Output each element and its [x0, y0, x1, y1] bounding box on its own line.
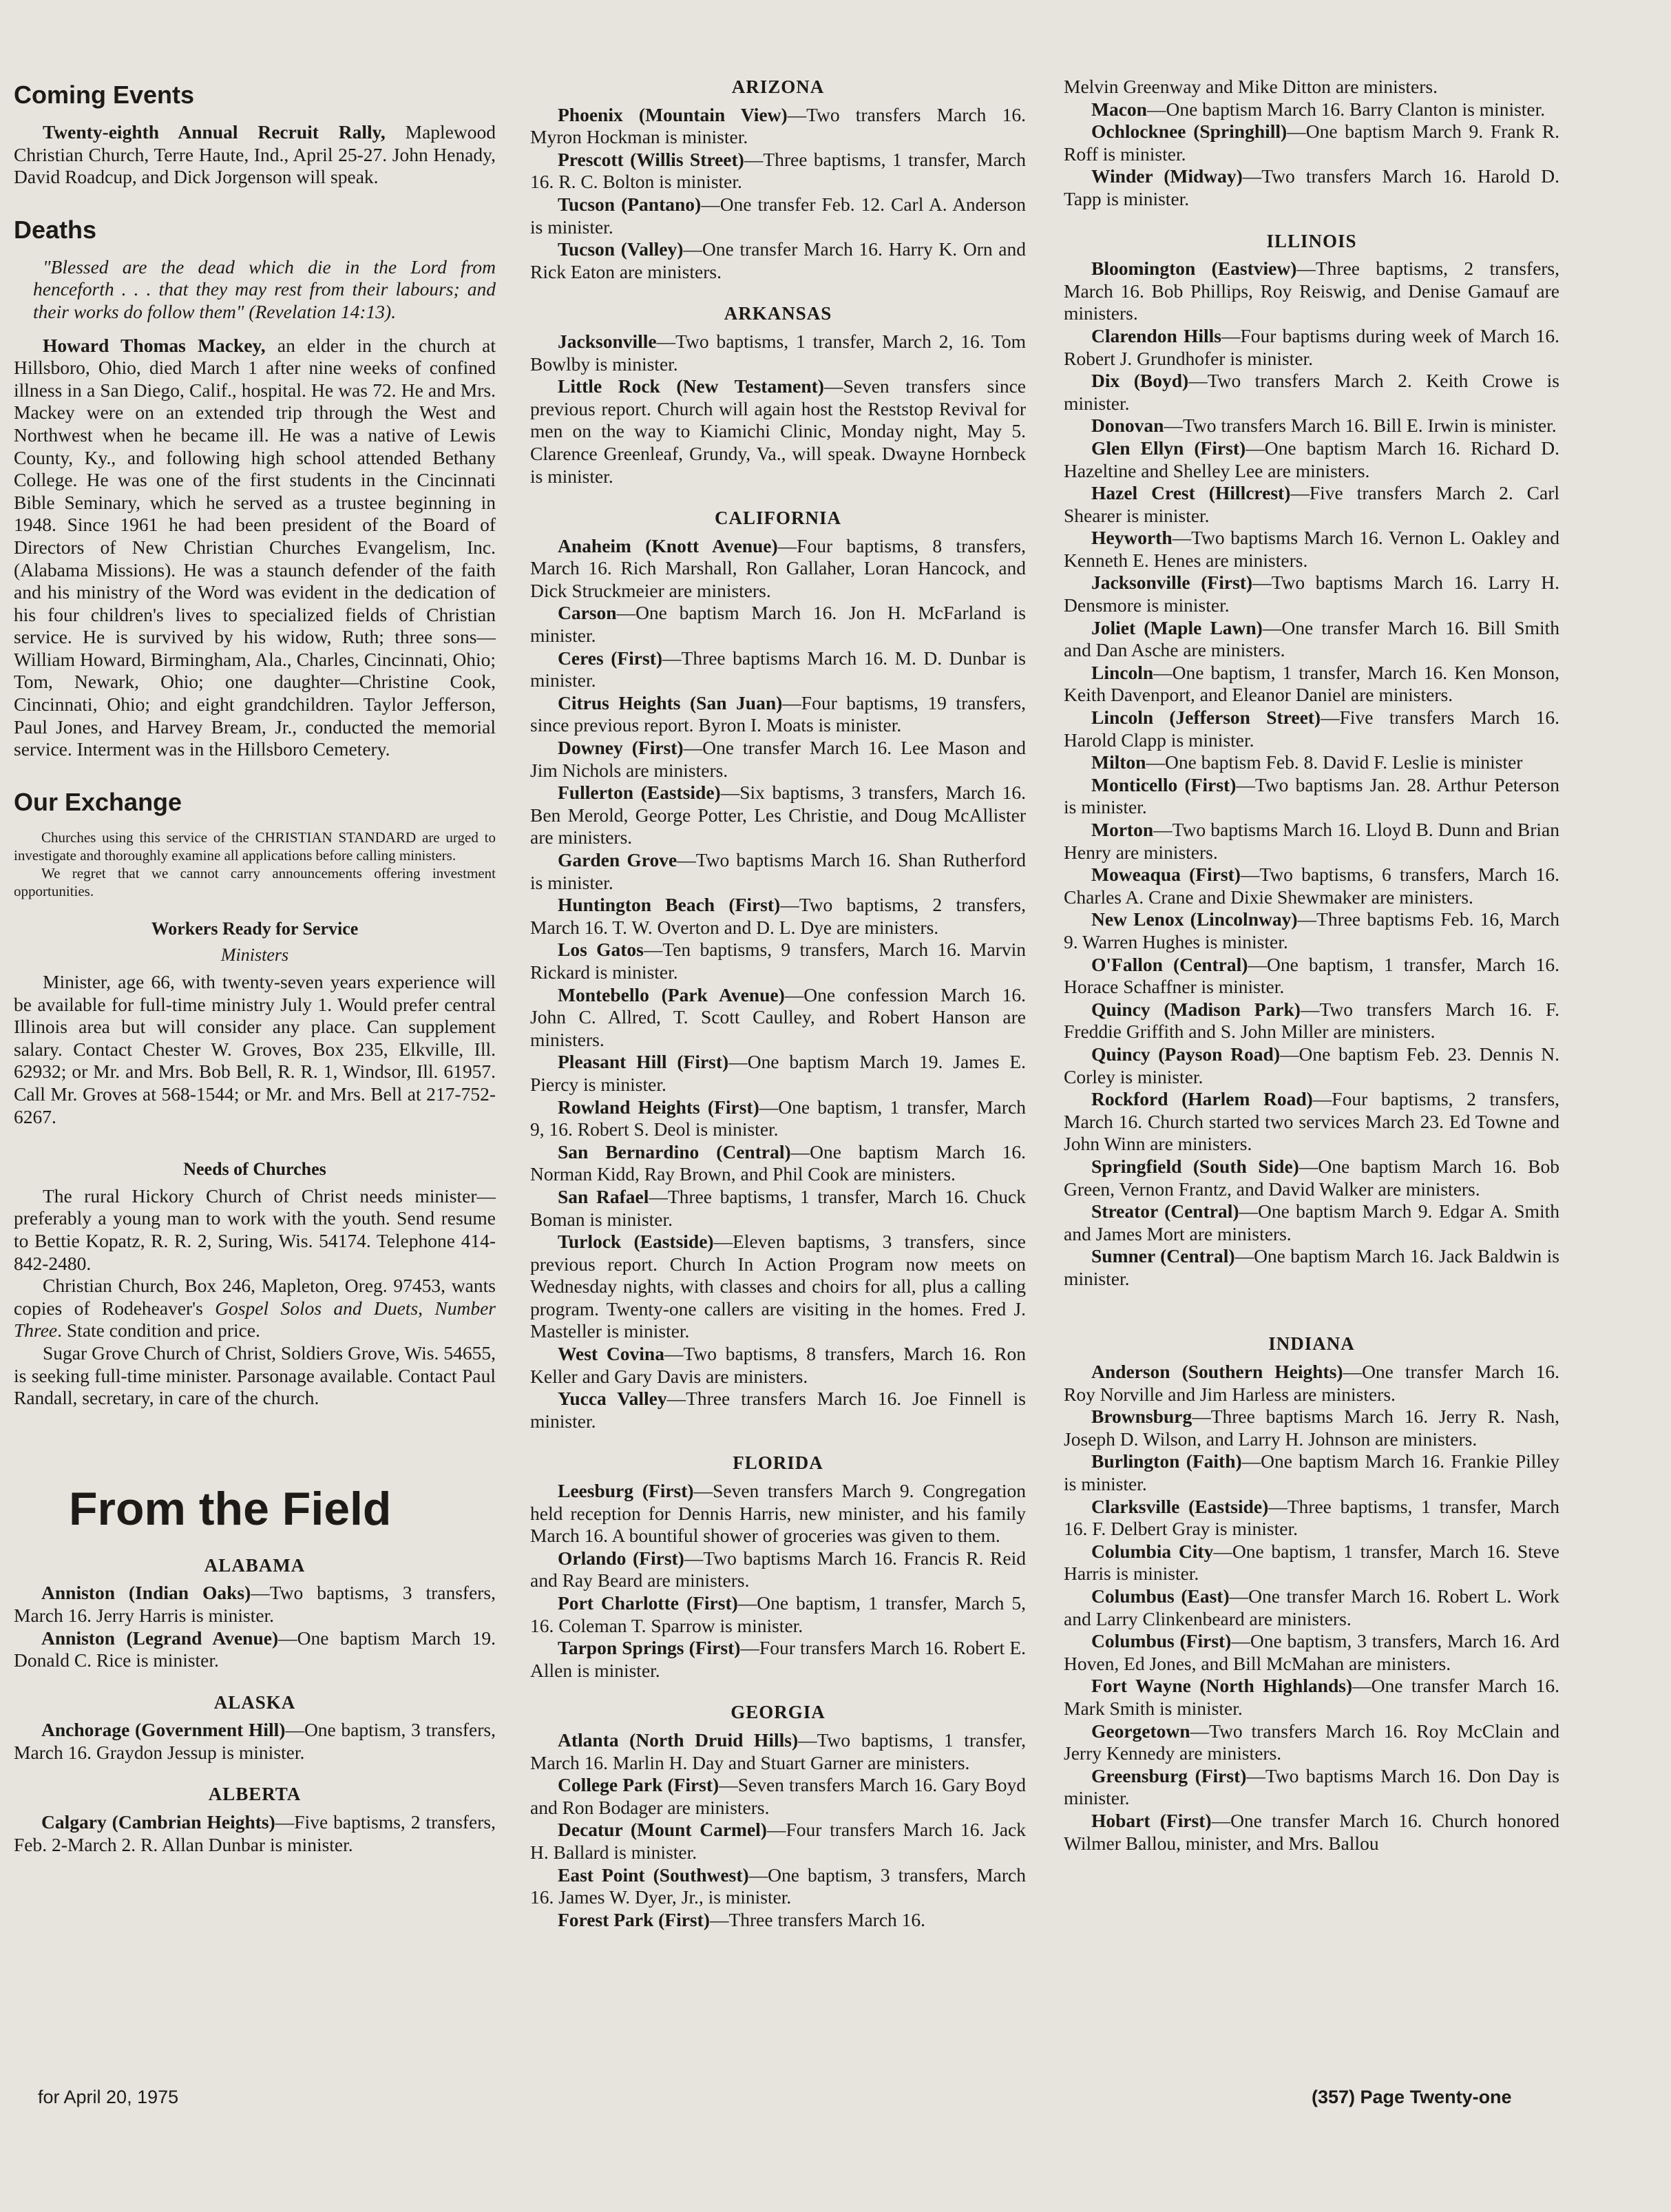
church-name: Fullerton (Eastside): [558, 782, 721, 804]
church-name: Burlington (Faith): [1091, 1450, 1242, 1472]
church-name: Quincy (Madison Park): [1091, 998, 1301, 1020]
report-text: —Five transfers March 16. Harold Clapp is minister.: [1064, 707, 1559, 751]
field-col1: [14, 1554, 496, 1857]
church-name: Ochlocknee (Springhill): [1091, 121, 1288, 143]
field-col2: [530, 76, 1026, 1931]
report-entry: [530, 782, 1026, 849]
church-name: Morton: [1091, 819, 1154, 840]
church-name: Brownsburg: [1091, 1406, 1192, 1428]
report-text: —Four baptisms, 2 transfers, March 16. Church started two services March 23. Ed Towne and John Winn are ministers.: [1064, 1088, 1559, 1155]
report-entry: [1064, 572, 1559, 616]
state-heading: FLORIDA: [733, 1452, 823, 1474]
report-entry: [530, 692, 1026, 737]
report-text: —One baptism March 16. Frankie Pilley is minister.: [1064, 1450, 1559, 1495]
report-text: —Six baptisms, 3 transfers, March 16. Ben Merold, George Potter, Les Christie, and Doug McAllister are ministers.: [530, 782, 1026, 848]
church-name: Macon: [1091, 98, 1147, 120]
report-entry: [530, 1051, 1026, 1096]
report-entry: [530, 939, 1026, 983]
report-entry: [530, 238, 1026, 283]
church-name: Carson: [558, 602, 617, 624]
report-entry: [1064, 1630, 1559, 1675]
report-entry: [1064, 908, 1559, 953]
report-text: —One baptism March 9. Edgar A. Smith and James Mort are ministers.: [1064, 1200, 1559, 1244]
report-entry: [1064, 325, 1559, 370]
church-name: Anaheim (Knott Avenue): [558, 534, 778, 556]
report-entry: [1064, 1361, 1559, 1406]
report-text: —One transfer March 16. Roy Norville and Jim Harless are ministers.: [1064, 1361, 1559, 1405]
church-name: Tarpon Springs (First): [558, 1637, 741, 1659]
report-text: —Three baptisms March 16. M. D. Dunbar is minister.: [530, 647, 1026, 691]
church-name: Springfield (South Side): [1091, 1155, 1299, 1177]
report-text: —One baptism Feb. 8. David F. Leslie is minister: [1146, 751, 1523, 773]
church-name: Turlock (Eastside): [558, 1231, 714, 1253]
footer-date: for April 20, 1975: [38, 2087, 179, 2107]
report-text: —Five transfers March 2. Carl Shearer is minister.: [1064, 482, 1560, 526]
report-text: —Seven transfers March 16. Gary Boyd and Ron Bodager are ministers.: [530, 1774, 1026, 1818]
church-name: Anchorage (Government Hill): [41, 1719, 286, 1741]
exchange-note-1: Churches using this service of the CHRISTIAN STANDARD are urged to investigate and thoroughly examine all applications before calling ministers.: [14, 828, 496, 864]
report-entry: [1064, 1245, 1559, 1290]
report-entry: [1064, 527, 1559, 572]
report-text: —One transfer March 16. Church honored Wilmer Ballou, minister, and Mrs. Ballou: [1064, 1809, 1559, 1854]
report-text: —One baptism March 9. Frank R. Roff is minister.: [1064, 121, 1559, 165]
report-text: —Two transfers March 16. Bill E. Irwin is minister.: [1164, 415, 1557, 437]
report-entry: [530, 984, 1026, 1052]
report-text: —One baptism March 16. Richard D. Hazeltine and Shelley Lee are ministers.: [1064, 437, 1559, 481]
report-text: —One baptism, 3 transfers, March 16. Ard Hoven, Ed Jones, and Bill McMahan are ministers.: [1064, 1630, 1559, 1674]
report-text: —Four baptisms during week of March 16. Robert J. Grundhofer is minister.: [1064, 324, 1559, 369]
report-entry: [530, 1343, 1026, 1388]
state-heading: ARIZONA: [731, 76, 825, 97]
report-entry: [530, 1864, 1026, 1909]
report-entry: [1064, 999, 1559, 1043]
report-text: —Seven transfers March 9. Congregation held reception for Dennis Harris, new minister, and his family March 16. A bountiful shower of groceries was given to them.: [530, 1480, 1026, 1547]
need-2-b: . State condition and price.: [57, 1319, 260, 1342]
church-name: Lincoln: [1091, 661, 1154, 683]
deaths-verse: "Blessed are the dead which die in the Lord from henceforth . . . that they may rest from their labours; and their works do follow them" (Revelation 14:13).: [33, 255, 496, 322]
report-text: —Two transfers March 16. Roy McClain and Jerry Kennedy are ministers.: [1064, 1720, 1559, 1764]
church-name: Rowland Heights (First): [558, 1096, 759, 1118]
church-name: East Point (Southwest): [558, 1864, 749, 1886]
report-entry: [1064, 1043, 1559, 1088]
coming-events-heading: Coming Events: [14, 81, 195, 109]
workers-text: Minister, age 66, with twenty-seven years experience will be available for full-time ministry July 1. Would prefer central Illinois area but will consider any place. Can supplement salary. Contact Chester W. Groves, Box 235, Elkville, Ill. 62932; or Mr. and Mrs. Bob Bell, R. R. 1, Windsor, Ill. 61957. Call Mr. Groves at 568-1544; or Mr. and Mrs. Bell at 217-752-6267.: [14, 971, 496, 1127]
report-text: —Five baptisms, 2 transfers, Feb. 2-March 2. R. Allan Dunbar is minister.: [14, 1811, 496, 1855]
report-text: —Seven transfers since previous report. Church will again host the Reststop Revival for men on the way to Kiamichi Clinic, Monday night, May 5. Clarence Greenleaf, Grundy, Va., will speak. Dwayne Hornbeck is minister.: [530, 375, 1027, 487]
church-name: Monticello (First): [1091, 773, 1237, 795]
church-name: O'Fallon (Central): [1091, 953, 1248, 975]
church-name: Tucson (Valley): [558, 238, 684, 260]
church-name: Port Charlotte (First): [558, 1592, 738, 1614]
report-entry: [530, 194, 1026, 238]
obituary-name: Howard Thomas Mackey,: [43, 334, 266, 356]
report-text: —Two baptisms Jan. 28. Arthur Peterson is minister.: [1064, 773, 1559, 818]
report-entry: [530, 104, 1026, 149]
church-name: Bloomington (Eastview): [1091, 258, 1297, 280]
church-name: Fort Wayne (North Highlands): [1091, 1675, 1353, 1697]
report-entry: [14, 1627, 496, 1672]
report-entry: [1064, 864, 1559, 908]
church-name: Sumner (Central): [1091, 1245, 1235, 1267]
report-entry: [1064, 751, 1559, 774]
report-entry: [1064, 1675, 1559, 1720]
report-entry: [530, 1592, 1026, 1637]
church-name: Anniston (Legrand Avenue): [41, 1627, 279, 1649]
report-entry: [530, 1547, 1026, 1592]
report-entry: [530, 1729, 1026, 1774]
report-entry: [530, 1909, 1026, 1932]
church-name: Garden Grove: [558, 849, 677, 870]
report-text: —Two baptisms March 16. Lloyd B. Dunn and Brian Henry are ministers.: [1064, 819, 1559, 863]
church-name: Ceres (First): [558, 647, 663, 669]
church-name: Jacksonville: [558, 330, 657, 352]
report-entry: [1064, 617, 1559, 662]
church-name: Atlanta (North Druid Hills): [558, 1729, 799, 1751]
church-name: Clarksville (Eastside): [1091, 1495, 1269, 1517]
report-text: —One confession March 16. John C. Allred, T. Scott Caulley, and Robert Hanson are ministers.: [530, 983, 1027, 1050]
report-text: —One baptism, 1 transfer, March 16. Horace Schaffner is minister.: [1064, 953, 1559, 998]
church-name: West Covina: [558, 1343, 664, 1365]
report-entry: [530, 331, 1026, 375]
needs-heading: Needs of Churches: [183, 1159, 326, 1180]
report-entry: [1064, 370, 1559, 415]
report-text: —One baptism March 19. Donald C. Rice is minister.: [14, 1627, 496, 1671]
report-entry: [1064, 1541, 1559, 1585]
report-entry: [530, 647, 1026, 692]
report-entry: [1064, 954, 1559, 999]
church-name: Greensburg (First): [1091, 1764, 1247, 1786]
event-name: Twenty-eighth Annual Recruit Rally,: [43, 121, 386, 143]
report-text: —One transfer March 16. Robert L. Work and Larry Clinkenbeard are ministers.: [1064, 1585, 1560, 1629]
state-heading: ALASKA: [213, 1691, 296, 1713]
report-entry: [1064, 1156, 1559, 1200]
church-name: Forest Park (First): [558, 1908, 710, 1930]
report-text: —Four transfers March 16. Jack H. Ballard is minister.: [530, 1819, 1026, 1863]
coming-events-text: [14, 121, 496, 189]
report-text: —One baptism, 3 transfers, March 16. James W. Dyer, Jr., is minister.: [530, 1864, 1026, 1908]
church-name: Milton: [1091, 751, 1146, 773]
report-text: —Eleven baptisms, 3 transfers, since previous report. Church In Action Program now meets on Wednesday nights, with classes and choirs for all, plus a calling program. Twenty-one callers are visiting in the homes. Fred J. Masteller is minister.: [530, 1231, 1026, 1342]
church-name: Lincoln (Jefferson Street): [1091, 707, 1321, 729]
report-entry: [530, 1480, 1026, 1547]
need-2-title: Gospel Solos and Duets, Number Three: [14, 1297, 496, 1342]
report-text: —One baptism March 16. Barry Clanton is minister.: [1146, 98, 1546, 120]
church-name: Columbus (East): [1091, 1585, 1230, 1607]
report-entry: [1064, 662, 1559, 707]
state-heading: INDIANA: [1268, 1333, 1355, 1355]
church-name: Orlando (First): [558, 1547, 684, 1569]
church-name: Pleasant Hill (First): [558, 1051, 729, 1073]
report-text: —One transfer March 16. Lee Mason and Jim Nichols are ministers.: [530, 737, 1026, 781]
report-entry: [1064, 1765, 1559, 1810]
report-entry: [530, 1388, 1026, 1432]
report-entry: [1064, 1088, 1559, 1156]
obituary-text: an elder in the church at Hillsboro, Ohio, died March 1 after nine weeks of confined illness in a San Diego, Calif., hospital. He was 72. He and Mrs. Mackey were on an extended trip through the West and Northwest when he became ill. He was a native of Lewis County, Ky., and following high school attended Bethany College. He was one of the first students in the Cincinnati Bible Seminary, which he served as a trustee beginning in 1948. Since 1961 he had been president of the Board of Directors of New Christian Churches Evangelism, Inc. (Alabama Missions). He was a staunch defender of the faith and his ministry of the Word was evident in the dedication of his four children's lives to specialized fields of Christian service. He is survived by his widow, Ruth; three sons—William Howard, Birmingham, Ala., Charles, Cincinnati, Ohio; Tom, Newark, Ohio; one daughter—Christine Cook, Cincinnati, Ohio; and eight grandchildren. Taylor Jefferson, Paul Jones, and Harvey Bream, Jr., conducted the memorial service. Interment was in the Hillsboro Cemetery.: [14, 334, 496, 760]
church-name: Los Gatos: [558, 939, 644, 961]
church-name: Prescott (Willis Street): [558, 148, 744, 170]
state-heading: ARKANSAS: [724, 303, 832, 324]
report-text: —One baptism, 1 transfer, March 16. Steve Harris is minister.: [1064, 1540, 1560, 1585]
report-text: —Three baptisms, 2 transfers, March 16. Bob Phillips, Roy Reiswig, and Denise Gamauf are ministers.: [1064, 258, 1560, 324]
deaths-heading: Deaths: [14, 215, 97, 244]
church-name: Streator (Central): [1091, 1200, 1239, 1222]
report-entry: [1064, 98, 1559, 121]
report-entry: [1064, 258, 1559, 325]
report-entry: [530, 1186, 1026, 1231]
report-entry: [530, 1774, 1026, 1819]
report-text: —Two baptisms March 16. Vernon L. Oakley and Kenneth E. Henes are ministers.: [1064, 527, 1559, 571]
report-text: —Four transfers March 16. Robert E. Allen is minister.: [530, 1637, 1026, 1681]
church-name: Moweaqua (First): [1091, 864, 1241, 886]
report-text: —Three transfers March 16.: [709, 1908, 926, 1930]
report-entry: [530, 1141, 1026, 1186]
report-text: —One baptism, 3 transfers, March 16. Graydon Jessup is minister.: [14, 1719, 496, 1763]
church-name: Montebello (Park Avenue): [558, 983, 785, 1005]
church-name: Columbia City: [1091, 1540, 1214, 1562]
from-the-field-title: From the Field: [69, 1482, 392, 1535]
report-entry: [1064, 1406, 1559, 1450]
report-text: —One baptism, 1 transfer, March 5, 16. Coleman T. Sparrow is minister.: [530, 1592, 1026, 1636]
report-text: —Two transfers March 2. Keith Crowe is minister.: [1064, 370, 1559, 414]
footer-page-number: (357) Page Twenty-one: [1312, 2087, 1512, 2107]
need-3: Sugar Grove Church of Christ, Soldiers Grove, Wis. 54655, is seeking full-time minister. Parsonage available. Contact Paul Randall, secretary, in care of the church.: [14, 1342, 496, 1409]
church-name: Dix (Boyd): [1091, 370, 1189, 392]
church-name: San Bernardino (Central): [558, 1140, 791, 1162]
church-name: Rockford (Harlem Road): [1091, 1088, 1313, 1110]
report-entry: [1064, 437, 1559, 482]
need-1: The rural Hickory Church of Christ needs minister—preferably a young man to work with the youth. Send resume to Bettie Kopatz, R. R. 2, Suring, Wis. 54174. Telephone 414-842-2480.: [14, 1185, 496, 1274]
church-name: Little Rock (New Testament): [558, 375, 824, 397]
report-text: —One baptism March 19. James E. Piercy is minister.: [530, 1051, 1026, 1095]
field-col3-top: [1064, 98, 1559, 211]
report-entry: [1064, 774, 1559, 819]
report-text: —Two baptisms, 2 transfers, March 16. T. W. Overton and D. L. Dye are ministers.: [530, 894, 1026, 938]
church-name: Calgary (Cambrian Heights): [41, 1811, 275, 1833]
report-entry: [1064, 482, 1559, 527]
report-text: —Three baptisms Feb. 16, March 9. Warren Hughes is minister.: [1064, 908, 1559, 952]
report-text: —One transfer March 16. Bill Smith and Dan Asche are ministers.: [1064, 616, 1559, 661]
report-text: —Two baptisms March 16. Francis R. Reid and Ray Beard are ministers.: [530, 1547, 1026, 1592]
report-text: —Two transfers March 16. Myron Hockman is minister.: [530, 103, 1026, 148]
report-text: —One baptism March 16. Bob Green, Vernon Frantz, and David Walker are ministers.: [1064, 1155, 1559, 1200]
column-left: [14, 76, 496, 1856]
report-text: —Two baptisms March 16. Larry H. Densmore is minister.: [1064, 572, 1560, 616]
report-entry: [530, 849, 1026, 894]
report-text: —Two transfers March 16. F. Freddie Griffith and S. John Miller are ministers.: [1064, 998, 1560, 1043]
report-entry: [1064, 1585, 1559, 1630]
church-name: Hazel Crest (Hillcrest): [1091, 482, 1291, 504]
report-text: —Two baptisms, 8 transfers, March 16. Ron Keller and Gary Davis are ministers.: [530, 1343, 1027, 1387]
church-name: Donovan: [1091, 415, 1164, 437]
workers-heading: Workers Ready for Service: [151, 918, 359, 939]
report-text: —Three transfers March 16. Joe Finnell is minister.: [530, 1388, 1026, 1432]
report-text: —Three baptisms, 1 transfer, March 16. F. Delbert Gray is minister.: [1064, 1495, 1559, 1540]
report-text: —Two baptisms, 1 transfer, March 16. Marlin H. Day and Stuart Garner are ministers.: [530, 1729, 1026, 1773]
exchange-heading: Our Exchange: [14, 787, 182, 816]
continuation-text: Melvin Greenway and Mike Ditton are ministers.: [1064, 76, 1438, 97]
church-name: Phoenix (Mountain View): [558, 103, 788, 125]
report-text: —Three baptisms March 16. Jerry R. Nash, Joseph D. Wilson, and Larry H. Johnson are ministers.: [1064, 1406, 1559, 1450]
report-entry: [1064, 1450, 1559, 1495]
state-heading: GEORGIA: [731, 1702, 826, 1723]
report-text: —One transfer March 16. Harry K. Orn and Rick Eaton are ministers.: [530, 238, 1026, 282]
church-name: Joliet (Maple Lawn): [1091, 616, 1263, 638]
church-name: Quincy (Payson Road): [1091, 1043, 1280, 1065]
report-text: —One transfer Feb. 12. Carl A. Anderson is minister.: [530, 193, 1026, 238]
church-name: Huntington Beach (First): [558, 894, 781, 916]
church-name: College Park (First): [558, 1774, 719, 1796]
need-2-a: Christian Church, Box 246, Mapleton, Oreg. 97453, wants copies of Rodeheaver's: [14, 1275, 496, 1319]
church-name: Clarendon Hills: [1091, 324, 1221, 346]
church-name: Columbus (First): [1091, 1630, 1232, 1652]
report-text: —Ten baptisms, 9 transfers, March 16. Marvin Rickard is minister.: [530, 939, 1026, 983]
report-text: —Three baptisms, 1 transfer, March 16. Chuck Boman is minister.: [530, 1185, 1027, 1230]
report-entry: [530, 1096, 1026, 1141]
church-name: Heyworth: [1091, 527, 1173, 549]
report-entry: [530, 602, 1026, 647]
column-right: [1064, 76, 1559, 1855]
report-entry: [1064, 1720, 1559, 1765]
report-entry: [530, 894, 1026, 939]
report-entry: [1064, 707, 1559, 751]
report-text: —Two baptisms, 3 transfers, March 16. Jerry Harris is minister.: [14, 1582, 496, 1626]
field-col3: [1064, 230, 1559, 1855]
column-middle: [530, 76, 1026, 1931]
church-name: Glen Ellyn (First): [1091, 437, 1246, 459]
report-text: —Four baptisms, 8 transfers, March 16. Rich Marshall, Ron Gallaher, Loran Hancock, and Dick Struckmeier are ministers.: [530, 534, 1026, 601]
event-details: Maplewood Christian Church, Terre Haute, Ind., April 25-27. John Henady, David Roadcup, and Dick Jorgenson will speak.: [14, 121, 496, 188]
report-entry: [530, 1637, 1026, 1682]
church-name: Anniston (Indian Oaks): [41, 1582, 251, 1604]
report-entry: [530, 737, 1026, 782]
church-name: Hobart (First): [1091, 1809, 1212, 1831]
report-entry: [14, 1811, 496, 1856]
church-name: Georgetown: [1091, 1720, 1190, 1742]
church-name: New Lenox (Lincolnway): [1091, 908, 1298, 930]
report-entry: [1064, 1200, 1559, 1245]
church-name: Leesburg (First): [558, 1480, 694, 1502]
report-text: —One baptism Feb. 23. Dennis N. Corley is minister.: [1064, 1043, 1559, 1087]
church-name: San Rafael: [558, 1185, 649, 1207]
report-text: —One baptism March 16. Norman Kidd, Ray Brown, and Phil Cook are ministers.: [530, 1140, 1027, 1185]
report-entry: [14, 1719, 496, 1764]
church-name: Yucca Valley: [558, 1388, 667, 1410]
report-text: —Three baptisms, 1 transfer, March 16. R. C. Bolton is minister.: [530, 148, 1027, 193]
church-name: Decatur (Mount Carmel): [558, 1819, 767, 1841]
report-entry: [1064, 165, 1559, 210]
report-entry: [14, 1582, 496, 1627]
church-name: Citrus Heights (San Juan): [558, 691, 783, 713]
obituary: [14, 335, 496, 761]
report-entry: [530, 1231, 1026, 1343]
church-name: Downey (First): [558, 737, 684, 759]
ministers-subheading: Ministers: [220, 945, 289, 966]
report-text: —Two baptisms March 16. Shan Rutherford is minister.: [530, 849, 1027, 893]
report-text: —Two baptisms, 6 transfers, March 16. Charles A. Crane and Dixie Shewmaker are ministers.: [1064, 864, 1559, 908]
report-entry: [530, 535, 1026, 603]
report-text: —Four baptisms, 19 transfers, since previous report. Byron I. Moats is minister.: [530, 691, 1026, 736]
report-text: —One baptism March 16. Jack Baldwin is minister.: [1064, 1245, 1560, 1289]
church-name: Winder (Midway): [1091, 165, 1243, 187]
church-name: Jacksonville (First): [1091, 572, 1253, 594]
exchange-note-2: We regret that we cannot carry announcements offering investment opportunities.: [14, 864, 496, 899]
report-entry: [1064, 1496, 1559, 1541]
church-name: Anderson (Southern Heights): [1091, 1361, 1343, 1383]
report-text: —One baptism, 1 transfer, March 16. Ken Monson, Keith Davenport, and Eleanor Daniel are ministers.: [1064, 661, 1559, 706]
state-heading: ILLINOIS: [1266, 230, 1357, 251]
report-entry: [530, 149, 1026, 194]
report-text: —Two baptisms, 1 transfer, March 2, 16. Tom Bowlby is minister.: [530, 330, 1026, 375]
state-heading: CALIFORNIA: [714, 508, 841, 529]
report-text: —One baptism March 16. Jon H. McFarland is minister.: [530, 602, 1026, 647]
report-entry: [1064, 121, 1559, 165]
report-text: —One baptism, 1 transfer, March 9, 16. Robert S. Deol is minister.: [530, 1096, 1026, 1140]
report-entry: [530, 375, 1026, 488]
need-2: [14, 1275, 496, 1342]
report-text: —Two baptisms March 16. Don Day is minister.: [1064, 1764, 1559, 1809]
church-name: Tucson (Pantano): [558, 193, 702, 215]
report-text: —One transfer March 16. Mark Smith is minister.: [1064, 1675, 1559, 1719]
report-entry: [1064, 819, 1559, 864]
state-heading: ALBERTA: [208, 1784, 302, 1805]
report-text: —Two transfers March 16. Harold D. Tapp is minister.: [1064, 165, 1559, 209]
state-heading: ALABAMA: [204, 1554, 306, 1576]
report-entry: [1064, 1810, 1559, 1855]
report-entry: [1064, 415, 1559, 437]
report-entry: [530, 1819, 1026, 1864]
